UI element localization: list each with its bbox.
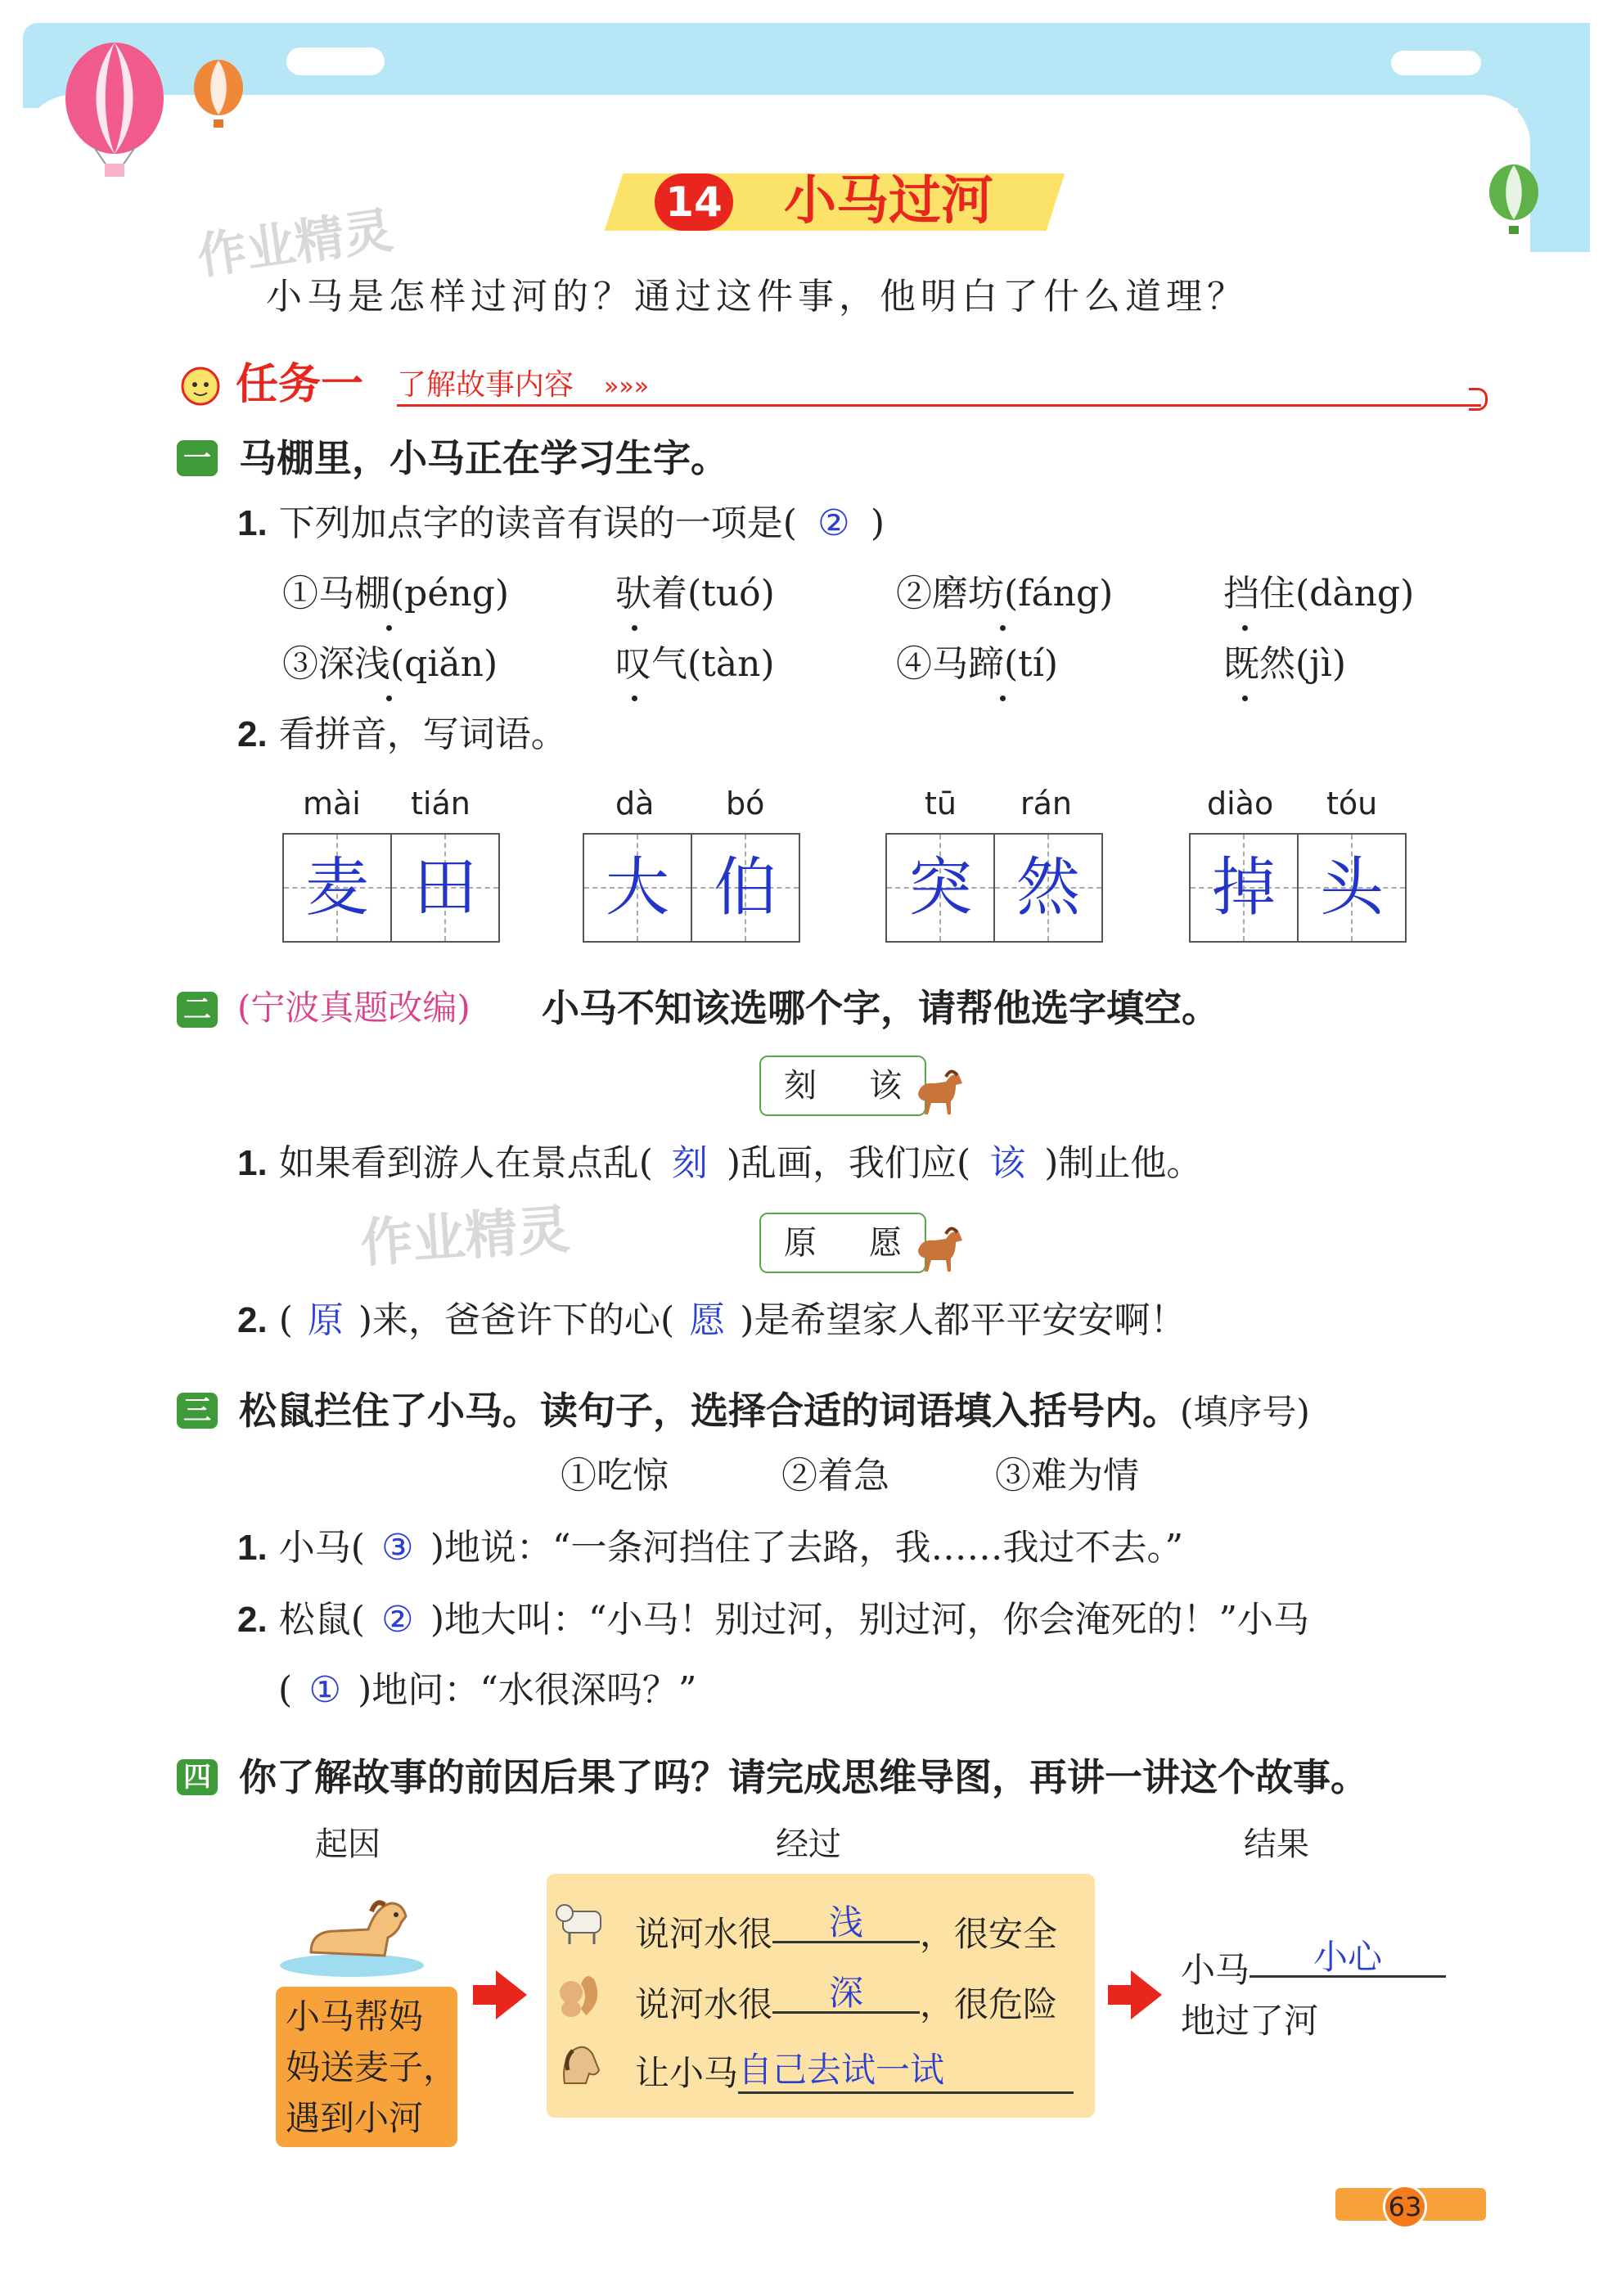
option: ②磨坊(fáng) — [896, 573, 1114, 615]
label-result: 结果 — [1244, 1826, 1309, 1863]
answer-field[interactable]: ① — [308, 1669, 341, 1711]
choice-item: ①吃惊 — [561, 1455, 669, 1497]
question-1-1: 1. 下列加点字的读音有误的一项是( ② ) — [237, 499, 885, 548]
section4-heading: 你了解故事的前因后果了吗？请完成思维导图，再讲一讲这个故事。 — [239, 1755, 1368, 1799]
emphasis-dot — [386, 625, 392, 631]
question-2-1: 1. 如果看到游人在景点乱( 刻 )乱画，我们应( 该 )制止他。 — [237, 1139, 1202, 1188]
answer-field[interactable]: ② — [381, 1599, 414, 1641]
cause-box: 小马帮妈 妈送麦子， 遇到小河 — [276, 1987, 457, 2147]
answer-field[interactable]: 浅 — [772, 1905, 920, 1943]
pony-in-water-icon — [278, 1874, 426, 1980]
ox-icon — [553, 1897, 612, 1946]
page-number: 63 — [1383, 2185, 1427, 2229]
question-1-2: 2. 看拼音，写词语。 — [237, 714, 567, 755]
answer-field[interactable]: 原 — [307, 1299, 344, 1341]
answer-field[interactable]: 该 — [989, 1142, 1026, 1184]
question-3-1: 1. 小马( ③ )地说：“一条河挡住了去路，我……我过不去。” — [237, 1524, 1183, 1573]
char-choice-box: 刻 该 — [759, 1056, 926, 1116]
emphasis-dot — [1000, 696, 1006, 701]
option: ④马蹄(tí) — [896, 643, 1059, 685]
question-3-2: 2. 松鼠( ② )地大叫：“小马！别过河，别过河，你会淹死的！”小马 — [237, 1596, 1309, 1645]
option: 既然(jì) — [1223, 643, 1347, 685]
section-badge: 二 — [177, 992, 218, 1028]
answer-field[interactable]: 自己去试一试 — [738, 2049, 1074, 2094]
option: 挡住(dàng) — [1223, 573, 1415, 615]
option: ③深浅(qiǎn) — [282, 643, 498, 685]
horse-icon — [910, 1218, 969, 1276]
task-underline — [397, 404, 1481, 407]
mascot-icon — [176, 360, 225, 409]
task-subtitle: 了解故事内容 — [397, 368, 574, 402]
hot-air-balloon-icon — [190, 59, 247, 133]
answer-field[interactable]: 小心 — [1250, 1939, 1446, 1978]
process-line-3: 让小马自己去试一试 — [635, 2049, 1074, 2098]
intro-text: 小马是怎样过河的？通过这件事，他明白了什么道理？ — [266, 276, 1248, 317]
section-badge: 三 — [177, 1393, 218, 1429]
character-grid[interactable]: 麦 田 — [282, 833, 500, 943]
lesson-number: 14 — [655, 173, 733, 231]
process-line-1: 说河水很 浅 ，很安全 — [635, 1902, 1058, 1954]
answer-field[interactable]: ③ — [381, 1527, 414, 1569]
question-2-2: 2. ( 原 )来，爸爸许下的心( 愿 )是希望家人都平平安安啊！ — [237, 1296, 1186, 1345]
arrow-icon — [1108, 1985, 1132, 2005]
label-process: 经过 — [776, 1826, 841, 1863]
answer-field[interactable]: 深 — [772, 1975, 920, 2014]
answer-field[interactable]: ② — [817, 502, 850, 544]
option: 驮着(tuó) — [615, 573, 775, 615]
arrow-head — [496, 1970, 527, 2019]
question-3-2-cont: ( ① )地问：“水很深吗？” — [278, 1666, 696, 1715]
watermark: 作业精灵 — [358, 1200, 572, 1275]
task-label: 任务一 — [236, 360, 364, 409]
cloud-icon — [286, 47, 385, 75]
section-badge: 一 — [177, 440, 218, 476]
choice-item: ②着急 — [781, 1455, 889, 1497]
answer-field[interactable]: 愿 — [689, 1299, 726, 1341]
cloud-icon — [1391, 51, 1481, 75]
section3-heading: 松鼠拦住了小马。读句子，选择合适的词语填入括号内。(填序号) — [239, 1389, 1310, 1433]
character-grid[interactable]: 突 然 — [885, 833, 1103, 943]
character-grid[interactable]: 掉 头 — [1189, 833, 1407, 943]
arrow-icon — [473, 1985, 498, 2005]
section1-heading: 马棚里，小马正在学习生字。 — [239, 436, 728, 480]
choice-item: ③难为情 — [995, 1455, 1139, 1497]
char-choice-box: 原 愿 — [759, 1213, 926, 1273]
result-line-1: 小马 小心 — [1181, 1946, 1446, 1995]
arrow-head — [1131, 1970, 1162, 2019]
watermark: 作业精灵 — [193, 201, 397, 286]
section2-heading: 小马不知该选哪个字，请帮他选字填空。 — [542, 986, 1219, 1030]
emphasis-dot — [632, 696, 637, 701]
option: 叹气(tàn) — [615, 643, 775, 685]
character-grid[interactable]: 大 伯 — [583, 833, 800, 943]
option: ①马棚(péng) — [282, 573, 510, 615]
emphasis-dot — [386, 696, 392, 701]
emphasis-dot — [1242, 696, 1248, 701]
horse-head-icon — [553, 2037, 606, 2090]
squirrel-icon — [553, 1968, 606, 2020]
hot-air-balloon-icon — [1485, 164, 1542, 241]
emphasis-dot — [1000, 625, 1006, 631]
result-line-2: 地过了河 — [1181, 2001, 1319, 2041]
emphasis-dot — [632, 625, 637, 631]
process-line-2: 说河水很 深 ，很危险 — [635, 1973, 1058, 2024]
section2-source: (宁波真题改编) — [237, 988, 471, 1028]
task-underline-end — [1469, 388, 1488, 411]
lesson-title: 小马过河 — [784, 171, 993, 232]
hot-air-balloon-icon — [57, 41, 172, 180]
emphasis-dot — [1242, 625, 1248, 631]
section-badge: 四 — [177, 1759, 218, 1795]
label-cause: 起因 — [315, 1826, 380, 1863]
answer-field[interactable]: 刻 — [671, 1142, 708, 1184]
task-arrows: »»» — [604, 372, 650, 401]
horse-icon — [910, 1060, 969, 1119]
